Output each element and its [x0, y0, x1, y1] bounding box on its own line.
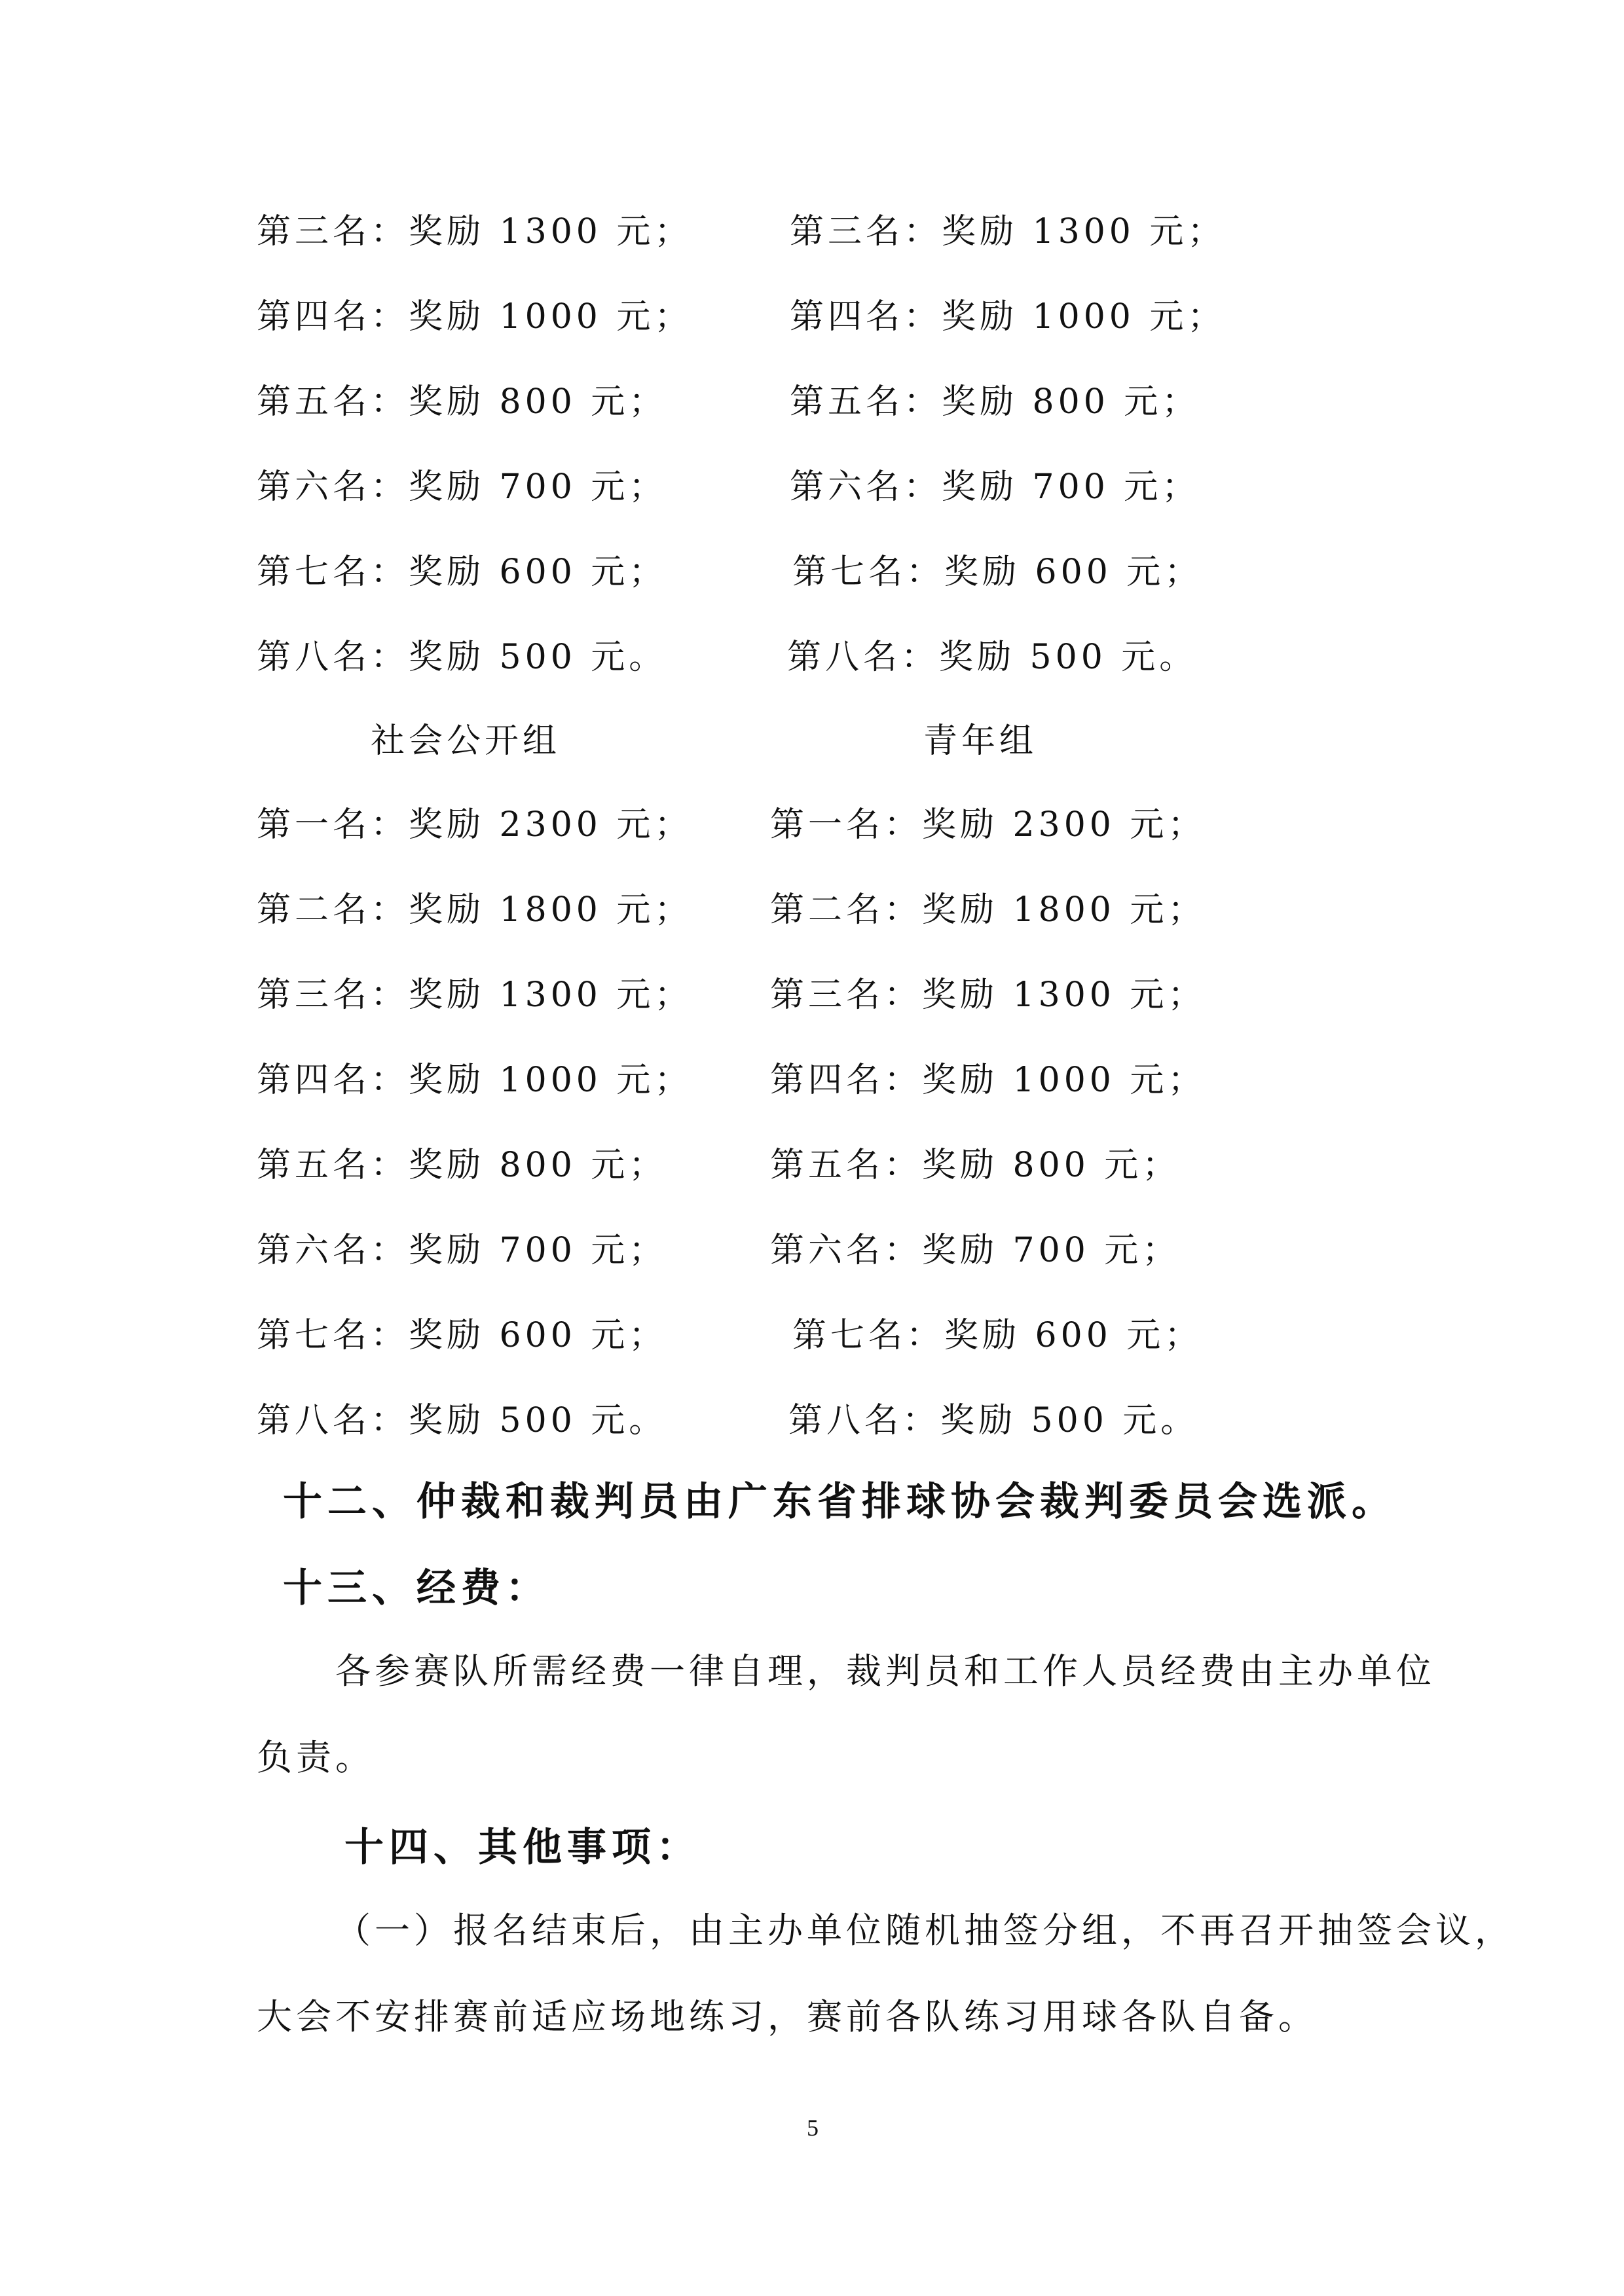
group-title-open: 社会公开组 [371, 721, 561, 761]
bottom-right-line-1: 第一名：奖励 2300 元； [770, 805, 1206, 845]
bottom-right-line-4: 第四名：奖励 1000 元； [770, 1061, 1206, 1100]
bottom-right-line-8: 第八名：奖励 500 元。 [788, 1401, 1199, 1440]
bottom-right-line-5: 第五名：奖励 800 元； [770, 1146, 1181, 1185]
top-right-line-1: 第三名：奖励 1300 元； [790, 212, 1226, 251]
top-right-line-4: 第六名：奖励 700 元； [790, 467, 1200, 507]
bottom-left-line-7: 第七名：奖励 600 元； [257, 1316, 667, 1355]
top-right-line-5: 第七名：奖励 600 元； [792, 553, 1203, 592]
section-12-heading: 十二、仲裁和裁判员由广东省排球协会裁判委员会选派。 [283, 1479, 1396, 1525]
bottom-left-line-1: 第一名：奖励 2300 元； [257, 805, 693, 845]
top-left-line-2: 第四名：奖励 1000 元； [257, 297, 693, 337]
bottom-right-line-3: 第三名：奖励 1300 元； [770, 975, 1206, 1015]
top-right-line-2: 第四名：奖励 1000 元； [790, 297, 1226, 337]
bottom-right-line-2: 第二名：奖励 1800 元； [770, 890, 1206, 930]
bottom-left-line-6: 第六名：奖励 700 元； [257, 1231, 667, 1270]
section-14-body-line-2: 大会不安排赛前适应场地练习，赛前各队练习用球各队自备。 [257, 1996, 1318, 2037]
bottom-left-line-8: 第八名：奖励 500 元。 [257, 1401, 667, 1440]
section-14-heading: 十四、其他事项： [344, 1825, 701, 1870]
bottom-left-line-5: 第五名：奖励 800 元； [257, 1146, 667, 1185]
top-left-line-1: 第三名：奖励 1300 元； [257, 212, 693, 251]
section-13-body-line-2: 负责。 [257, 1737, 375, 1778]
top-left-line-3: 第五名：奖励 800 元； [257, 382, 667, 422]
bottom-left-line-4: 第四名：奖励 1000 元； [257, 1061, 693, 1100]
page-number: 5 [807, 2115, 819, 2141]
group-title-youth: 青年组 [923, 721, 1038, 761]
top-right-line-6: 第八名：奖励 500 元。 [787, 638, 1198, 677]
bottom-left-line-2: 第二名：奖励 1800 元； [257, 890, 693, 930]
top-left-line-6: 第八名：奖励 500 元。 [257, 638, 667, 677]
bottom-right-line-7: 第七名：奖励 600 元； [792, 1316, 1203, 1355]
section-13-heading: 十三、经费： [283, 1565, 550, 1611]
section-13-body-line-1: 各参赛队所需经费一律自理，裁判员和工作人员经费由主办单位 [335, 1650, 1435, 1692]
top-left-line-4: 第六名：奖励 700 元； [257, 467, 667, 507]
top-right-line-3: 第五名：奖励 800 元； [790, 382, 1200, 422]
top-left-line-5: 第七名：奖励 600 元； [257, 553, 667, 592]
bottom-left-line-3: 第三名：奖励 1300 元； [257, 975, 693, 1015]
section-14-body-line-1: （一）报名结束后，由主办单位随机抽签分组，不再召开抽签会议， [335, 1910, 1514, 1951]
bottom-right-line-6: 第六名：奖励 700 元； [770, 1231, 1181, 1270]
